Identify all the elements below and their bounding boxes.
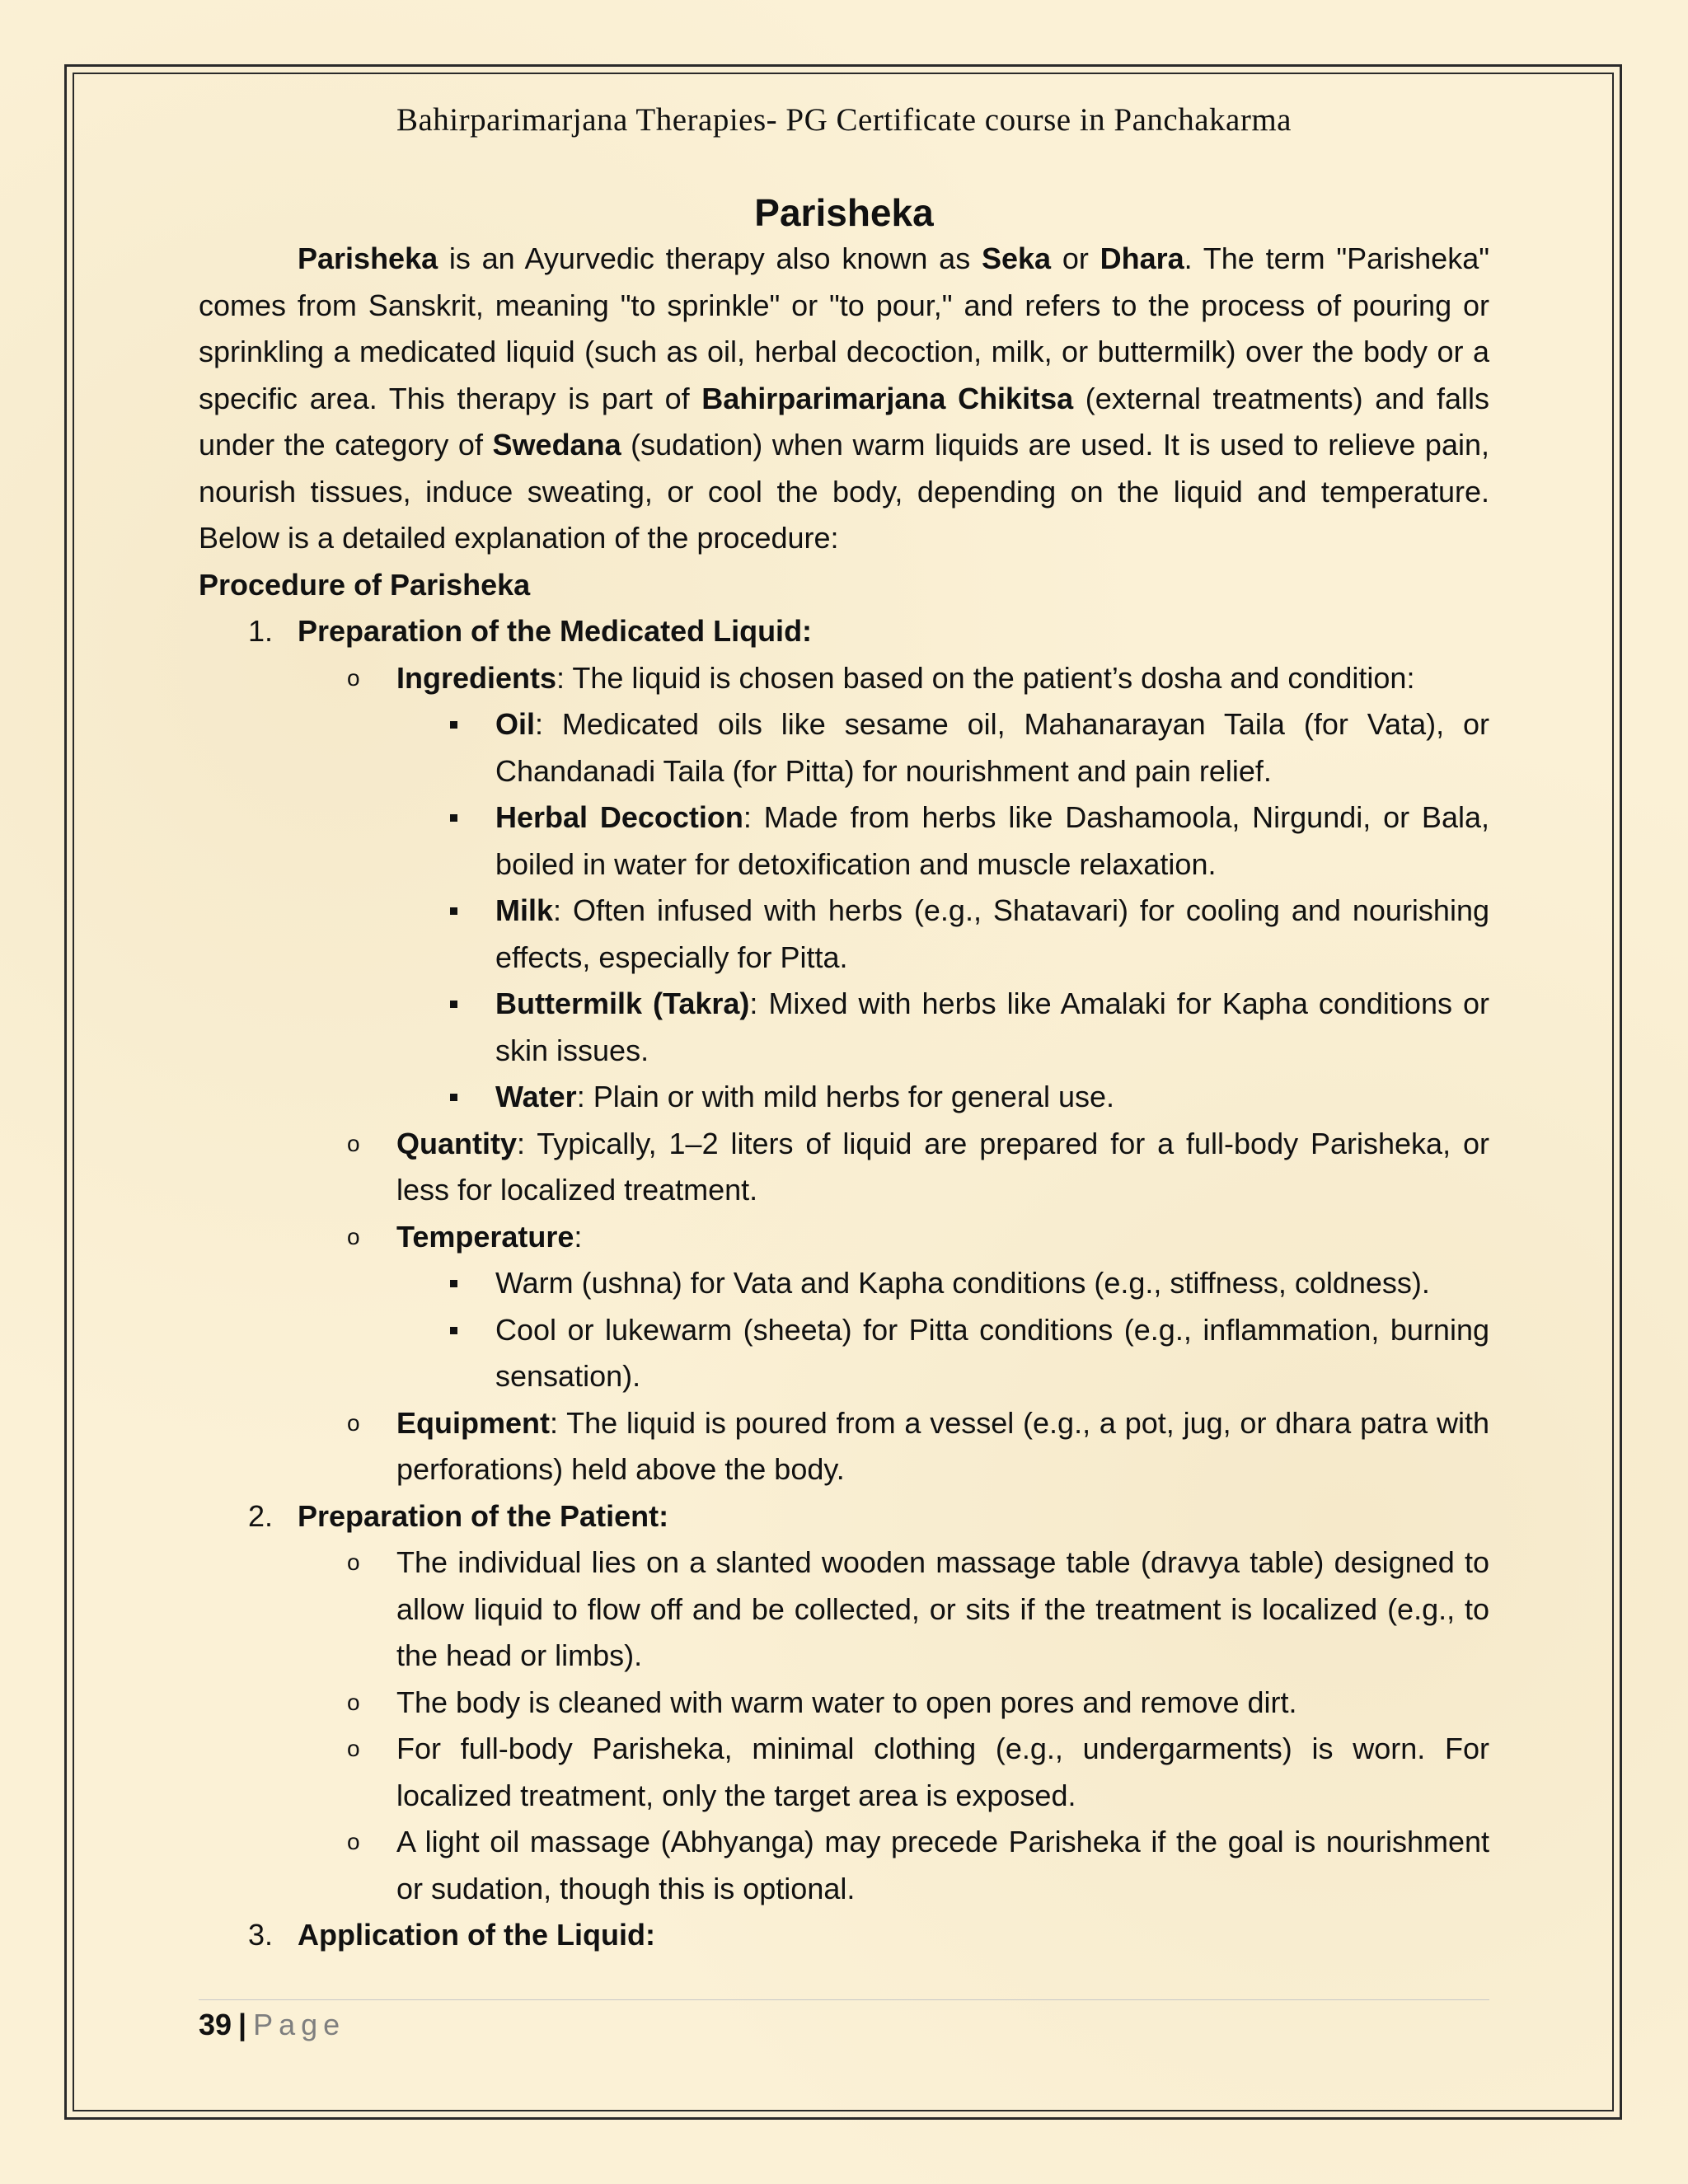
intro-text-3: . The term "Parisheka" comes from Sanskrit, meaning "to sprinkle" or "to pour," and refers to the process of pouring or sprinkling a medicated liquid (such as oil, herbal decoction, milk, or buttermilk) over the body or a specific area. This therapy is part of: [199, 241, 1489, 415]
step-number: 3.: [248, 1918, 274, 1952]
ingredient-label: Oil: [495, 707, 536, 741]
intro-text-4: (external treatments) and falls under the category of: [199, 381, 1490, 462]
patient-prep-text: For full-body Parisheka, minimal clothing (e.g., undergarments) is worn. For localized treatment, only the target area is exposed.: [396, 1732, 1489, 1812]
sub-item-label: Temperature: [396, 1219, 574, 1254]
circle-bullet-icon: o: [347, 1223, 360, 1249]
step-item: [199, 1493, 1489, 1540]
sub-item-temperature: [199, 1214, 1489, 1261]
step-title: Preparation of the Patient:: [298, 1498, 669, 1533]
step-sublist: [199, 1540, 1489, 1912]
ingredient-text: : Plain or with mild herbs for general use.: [576, 1080, 1114, 1113]
temperature-list: [396, 1260, 1489, 1400]
patient-prep-text: The individual lies on a slanted wooden massage table (dravya table) designed to allow liquid to flow off and be collected, or sits if the treatment is localized (e.g., to the head or limbs).: [396, 1545, 1489, 1672]
sub-item-text: : Typically, 1–2 liters of liquid are prepared for a full-body Parisheka, or less for localized treatment.: [396, 1126, 1489, 1207]
square-bullet-icon: [450, 814, 457, 822]
ingredient-label: Buttermilk (Takra): [495, 987, 750, 1020]
ingredient-text: : Made from herbs like Dashamoola, Nirgundi, or Bala, boiled in water for detoxification and muscle relaxation.: [495, 800, 1489, 881]
ingredient-label: Water: [495, 1080, 577, 1113]
square-bullet-icon: [450, 721, 457, 729]
intro-term-bahirparimarjana: Bahirparimarjana Chikitsa: [701, 381, 1074, 415]
ingredient-label: Milk: [495, 893, 554, 927]
procedure-steps: [199, 608, 1489, 1959]
sub-item-ingredients: [199, 655, 1489, 702]
step-title: Preparation of the Medicated Liquid:: [298, 614, 813, 648]
intro-term-parisheka: Parisheka: [298, 241, 438, 275]
footer-divider: [199, 1999, 1489, 2000]
step-sublist: [199, 655, 1489, 1493]
ingredient-label: Herbal Decoction: [495, 800, 743, 834]
ingredient-text: : Often infused with herbs (e.g., Shatavari) for cooling and nourishing effects, especially for Pitta.: [495, 893, 1489, 974]
intro-text-5: (sudation) when warm liquids are used. It is used to relieve pain, nourish tissues, induce sweating, or cool the body, depending on the liquid and temperature. Below is a detailed explanation of the procedure:: [199, 428, 1489, 555]
step-item: [199, 608, 1489, 655]
page-footer: [199, 2004, 345, 2046]
circle-bullet-icon: o: [347, 1736, 360, 1761]
ingredient-item: [396, 701, 1489, 794]
circle-bullet-icon: o: [347, 1689, 360, 1715]
square-bullet-icon: [450, 1001, 457, 1008]
ingredient-item: [396, 981, 1489, 1074]
step-item: [199, 1912, 1489, 1959]
page-title: Parisheka: [754, 191, 934, 234]
square-bullet-icon: [450, 1094, 457, 1101]
sub-item-label: Equipment: [396, 1405, 550, 1440]
square-bullet-icon: [450, 907, 457, 915]
page-word: Page: [253, 2008, 346, 2041]
document-body: [199, 92, 1489, 1959]
step-number: 2.: [248, 1498, 274, 1533]
circle-bullet-icon: o: [347, 664, 360, 691]
temperature-text: Cool or lukewarm (sheeta) for Pitta conditions (e.g., inflammation, burning sensation).: [495, 1312, 1489, 1393]
ingredients-list: [396, 701, 1489, 1121]
patient-prep-item: [199, 1819, 1489, 1912]
sub-item-label: Ingredients: [396, 660, 557, 695]
patient-prep-item: [199, 1540, 1489, 1680]
circle-bullet-icon: o: [347, 1549, 360, 1575]
ingredient-item: [396, 1074, 1489, 1121]
patient-prep-item: [199, 1680, 1489, 1727]
footer-separator: |: [238, 2008, 247, 2041]
sub-item-quantity: [199, 1121, 1489, 1214]
circle-bullet-icon: o: [347, 1130, 360, 1156]
sub-item-text: : The liquid is poured from a vessel (e.g., a pot, jug, or dhara patra with perforations) held above the body.: [396, 1405, 1489, 1486]
sub-item-equipment: [199, 1400, 1489, 1493]
sub-item-label: Quantity: [396, 1126, 518, 1160]
page-number: 39: [199, 2008, 232, 2041]
running-header: Bahirparimarjana Therapies- PG Certificate course in Panchakarma: [396, 102, 1292, 138]
step-number: 1.: [248, 614, 274, 648]
temperature-item: [396, 1307, 1489, 1400]
temperature-item: [396, 1260, 1489, 1307]
step-sublist-container: [199, 655, 1489, 1493]
circle-bullet-icon: o: [347, 1409, 360, 1436]
intro-paragraph: [199, 236, 1489, 562]
temperature-text: Warm (ushna) for Vata and Kapha conditions (e.g., stiffness, coldness).: [495, 1266, 1430, 1300]
sub-item-text: :: [574, 1219, 583, 1254]
ingredients-list-container: [199, 701, 1489, 1121]
sub-item-text: : The liquid is chosen based on the patient’s dosha and condition:: [556, 660, 1415, 695]
temperature-list-container: [199, 1260, 1489, 1400]
intro-term-seka: Seka: [981, 241, 1052, 275]
patient-prep-text: The body is cleaned with warm water to open pores and remove dirt.: [396, 1685, 1297, 1719]
ingredient-item: [396, 794, 1489, 888]
patient-prep-text: A light oil massage (Abhyanga) may precede Parisheka if the goal is nourishment or sudation, though this is optional.: [396, 1825, 1489, 1905]
ingredient-item: [396, 888, 1489, 981]
procedure-heading: Procedure of Parisheka: [199, 567, 531, 602]
intro-term-dhara: Dhara: [1100, 241, 1184, 275]
intro-term-swedana: Swedana: [492, 428, 621, 462]
patient-prep-item: [199, 1726, 1489, 1819]
circle-bullet-icon: o: [347, 1829, 360, 1854]
ingredient-text: : Mixed with herbs like Amalaki for Kapha conditions or skin issues.: [495, 987, 1489, 1067]
square-bullet-icon: [450, 1327, 457, 1334]
step-sublist-container: [199, 1540, 1489, 1912]
ingredient-text: : Medicated oils like sesame oil, Mahanarayan Taila (for Vata), or Chandanadi Taila (for Pitta) for nourishment and pain relief.: [495, 707, 1489, 788]
square-bullet-icon: [450, 1280, 457, 1287]
intro-text-1: is an Ayurvedic therapy also known as: [438, 241, 982, 275]
intro-text-2: or: [1051, 241, 1100, 275]
step-title: Application of the Liquid:: [298, 1918, 655, 1952]
